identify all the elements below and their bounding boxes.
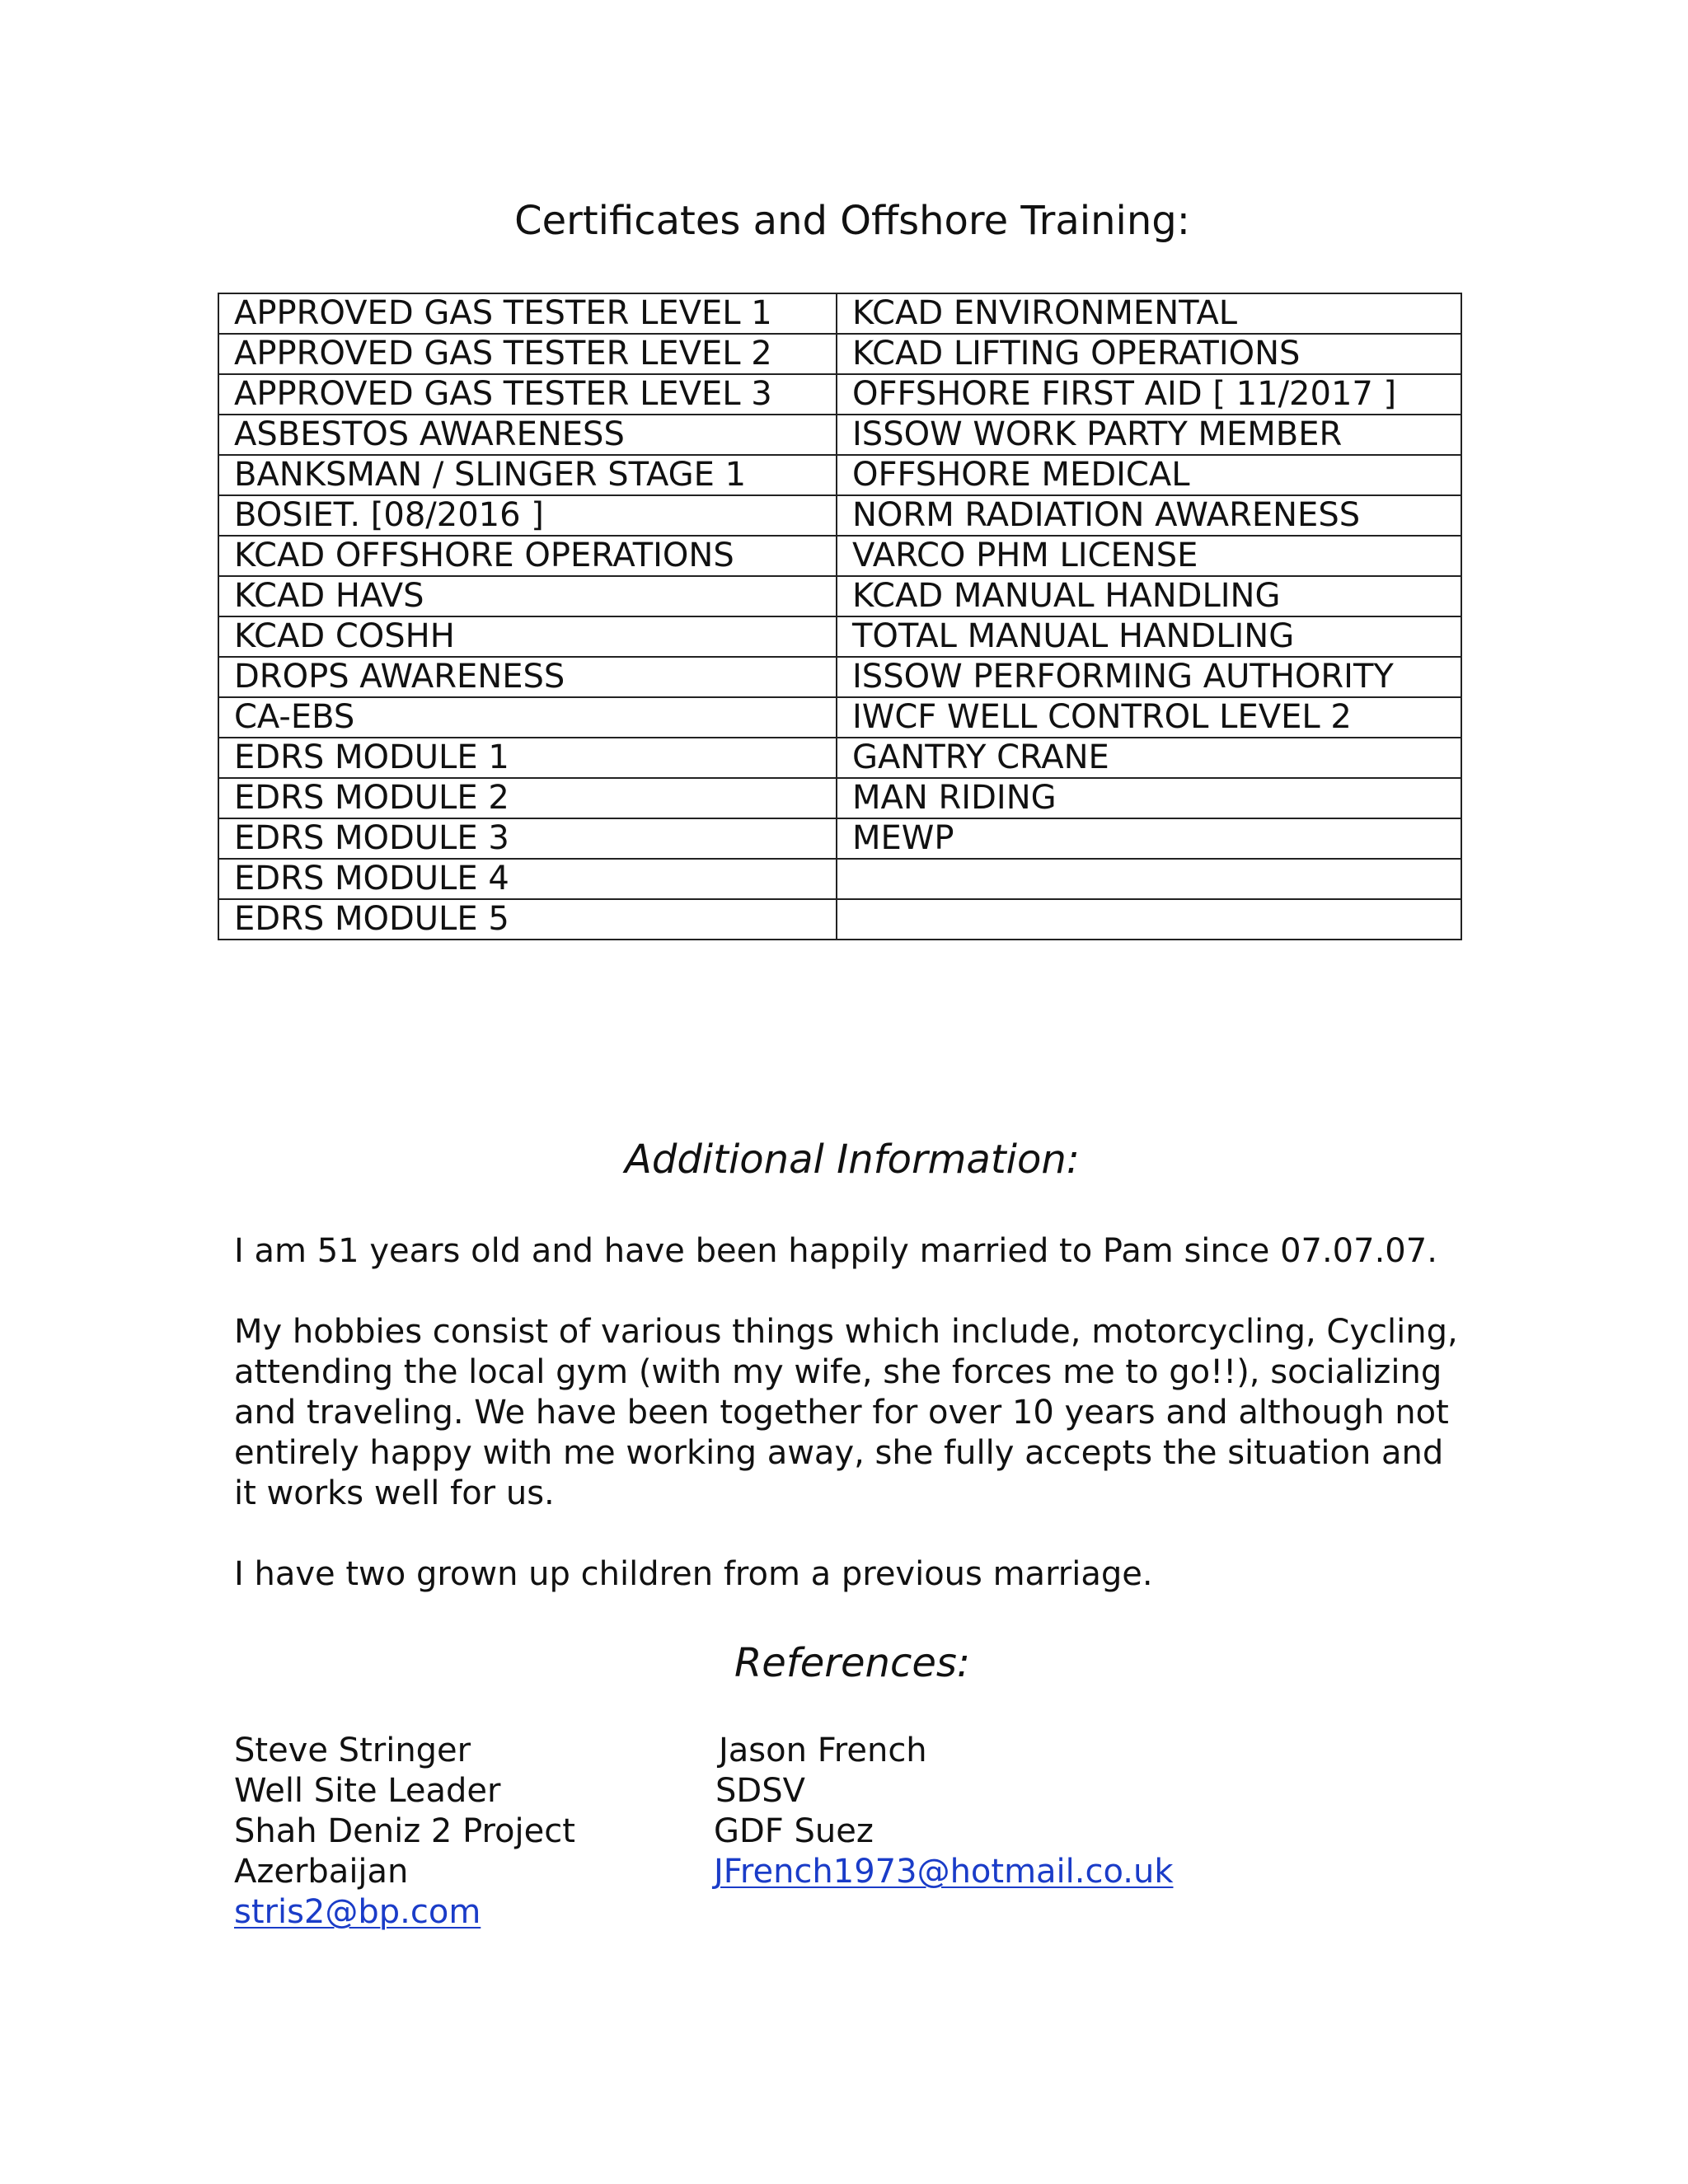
table-row (218, 778, 1461, 818)
marriage-paragraph: I am 51 years old and have been happily married to Pam since 07.07.07. (234, 1232, 1437, 1270)
table-cell: VARCO PHM LICENSE (837, 536, 1461, 576)
table-row (218, 536, 1461, 576)
table-cell: KCAD LIFTING OPERATIONS (837, 334, 1461, 374)
reference-company: GDF Suez (714, 1812, 874, 1850)
table-row (218, 697, 1461, 738)
table-row (218, 738, 1461, 778)
table-cell: OFFSHORE FIRST AID [ 11/2017 ] (837, 374, 1461, 415)
reference-2 (714, 1731, 1173, 1892)
table-cell (837, 899, 1461, 940)
table-cell: OFFSHORE MEDICAL (837, 455, 1461, 495)
certificates-heading: Certificates and Offshore Training: (514, 198, 1190, 244)
reference-company: Shah Deniz 2 Project (234, 1812, 575, 1850)
reference-name: Steve Stringer (234, 1732, 471, 1769)
additional-info-heading: Additional Information: (625, 1137, 1080, 1183)
table-row (218, 818, 1461, 859)
reference-email-link[interactable]: stris2@bp.com (234, 1893, 481, 1931)
table-row (218, 293, 1461, 334)
table-cell: EDRS MODULE 5 (218, 899, 837, 940)
reference-title: SDSV (715, 1772, 805, 1810)
table-cell: APPROVED GAS TESTER LEVEL 1 (218, 293, 837, 334)
table-cell: KCAD HAVS (218, 576, 837, 616)
reference-location: Azerbaijan (234, 1853, 409, 1891)
reference-1 (234, 1731, 575, 1933)
certificates-table (218, 293, 1462, 940)
table-cell: EDRS MODULE 4 (218, 859, 837, 899)
table-cell: ASBESTOS AWARENESS (218, 415, 837, 455)
table-cell: MEWP (837, 818, 1461, 859)
table-cell: GANTRY CRANE (837, 738, 1461, 778)
table-row (218, 899, 1461, 940)
table-cell: EDRS MODULE 2 (218, 778, 837, 818)
table-cell: ISSOW PERFORMING AUTHORITY (837, 657, 1461, 697)
references-heading: References: (734, 1640, 971, 1686)
table-cell: KCAD OFFSHORE OPERATIONS (218, 536, 837, 576)
table-row (218, 657, 1461, 697)
table-cell: TOTAL MANUAL HANDLING (837, 616, 1461, 657)
reference-email-link[interactable]: JFrench1973@hotmail.co.uk (714, 1853, 1174, 1891)
table-cell: BOSIET. [08/2016 ] (218, 495, 837, 536)
table-cell: ISSOW WORK PARTY MEMBER (837, 415, 1461, 455)
table-cell: EDRS MODULE 3 (218, 818, 837, 859)
table-cell: KCAD ENVIRONMENTAL (837, 293, 1461, 334)
table-cell: NORM RADIATION AWARENESS (837, 495, 1461, 536)
table-cell (837, 859, 1461, 899)
table-cell: CA-EBS (218, 697, 837, 738)
table-cell: EDRS MODULE 1 (218, 738, 837, 778)
table-row (218, 859, 1461, 899)
table-cell: APPROVED GAS TESTER LEVEL 2 (218, 334, 837, 374)
table-cell: BANKSMAN / SLINGER STAGE 1 (218, 455, 837, 495)
children-paragraph: I have two grown up children from a previous marriage. (234, 1555, 1153, 1593)
table-row (218, 334, 1461, 374)
table-cell: MAN RIDING (837, 778, 1461, 818)
table-row (218, 415, 1461, 455)
table-cell: DROPS AWARENESS (218, 657, 837, 697)
reference-name: Jason French (719, 1732, 927, 1769)
table-row (218, 455, 1461, 495)
hobbies-paragraph: My hobbies consist of various things which include, motorcycling, Cycling, attending the local gym (with my wife, she forces me to go!!), socializing and traveling. We have been together for over 10 years and although not entirely happy with me working away, she fully accepts the situation and it works well for us. (234, 1313, 1458, 1512)
table-cell: KCAD MANUAL HANDLING (837, 576, 1461, 616)
table-row (218, 495, 1461, 536)
table-row (218, 374, 1461, 415)
table-row (218, 576, 1461, 616)
table-row (218, 616, 1461, 657)
reference-title: Well Site Leader (234, 1772, 501, 1810)
table-cell: KCAD COSHH (218, 616, 837, 657)
table-cell: IWCF WELL CONTROL LEVEL 2 (837, 697, 1461, 738)
table-cell: APPROVED GAS TESTER LEVEL 3 (218, 374, 837, 415)
